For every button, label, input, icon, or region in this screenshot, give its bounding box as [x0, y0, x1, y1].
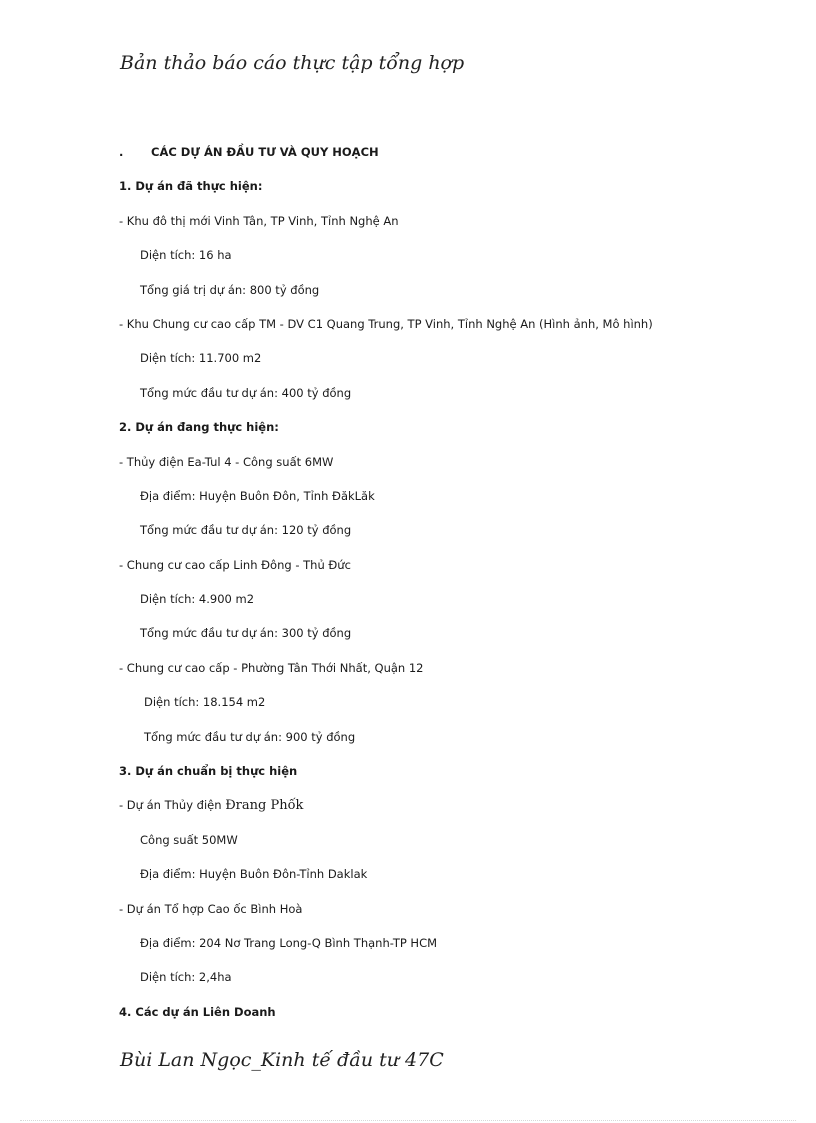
project-item-name: Đrang Phốk	[225, 798, 304, 814]
project-detail: Địa điểm: Huyện Buôn Đôn-Tỉnh Daklak	[140, 867, 368, 882]
project-item: - Khu đô thị mới Vinh Tân, TP Vinh, Tỉnh Nghệ An	[119, 213, 399, 228]
project-detail: Tổng mức đầu tư dự án: 400 tỷ đồng	[140, 385, 352, 400]
heading-joint-venture-projects: 4. Các dự án Liên Doanh	[119, 1004, 276, 1019]
project-item: - Chung cư cao cấp Linh Đông - Thủ Đức	[119, 557, 351, 572]
project-detail: Diện tích: 2,4ha	[140, 970, 232, 985]
project-detail: Tổng mức đầu tư dự án: 900 tỷ đồng	[144, 729, 356, 744]
project-item	[119, 795, 799, 829]
project-detail: Địa điểm: Huyện Buôn Đôn, Tỉnh ĐăkLăk	[140, 488, 375, 503]
project-item: - Khu Chung cư cao cấp TM - DV C1 Quang Trung, TP Vinh, Tỉnh Nghệ An (Hình ảnh, Mô hình)	[119, 316, 653, 331]
project-item: - Chung cư cao cấp - Phường Tân Thới Nhất, Quận 12	[119, 660, 424, 675]
project-item-prefix: - Dự án Thủy điện	[119, 798, 226, 813]
section-title	[119, 142, 799, 176]
page-bottom-divider	[20, 1120, 796, 1121]
project-detail: Địa điểm: 204 Nơ Trang Long-Q Bình Thạnh-TP HCM	[140, 935, 438, 950]
document-body	[119, 142, 799, 1036]
heading-completed-projects: 1. Dự án đã thực hiện:	[119, 179, 263, 194]
page-header: Bản thảo báo cáo thực tập tổng hợp	[120, 52, 465, 74]
heading-planned-projects: 3. Dự án chuẩn bị thực hiện	[119, 764, 298, 779]
section-title-text: CÁC DỰ ÁN ĐẦU TƯ VÀ QUY HOẠCH	[151, 145, 379, 159]
project-detail: Diện tích: 4.900 m2	[140, 592, 255, 607]
project-detail: Tổng giá trị dự án: 800 tỷ đồng	[140, 282, 320, 297]
project-detail: Diện tích: 11.700 m2	[140, 351, 262, 366]
section-bullet: .	[119, 145, 124, 159]
page-footer: Bùi Lan Ngọc_Kinh tế đầu tư 47C	[120, 1049, 444, 1071]
project-detail: Diện tích: 16 ha	[140, 248, 232, 263]
heading-ongoing-projects: 2. Dự án đang thực hiện:	[119, 420, 279, 435]
project-detail: Tổng mức đầu tư dự án: 120 tỷ đồng	[140, 523, 352, 538]
project-item: - Dự án Tổ hợp Cao ốc Bình Hoà	[119, 901, 303, 916]
project-detail: Diện tích: 18.154 m2	[144, 695, 266, 710]
project-item: - Thủy điện Ea-Tul 4 - Công suất 6MW	[119, 454, 334, 469]
project-detail: Công suất 50MW	[140, 832, 238, 847]
project-detail: Tổng mức đầu tư dự án: 300 tỷ đồng	[140, 626, 352, 641]
